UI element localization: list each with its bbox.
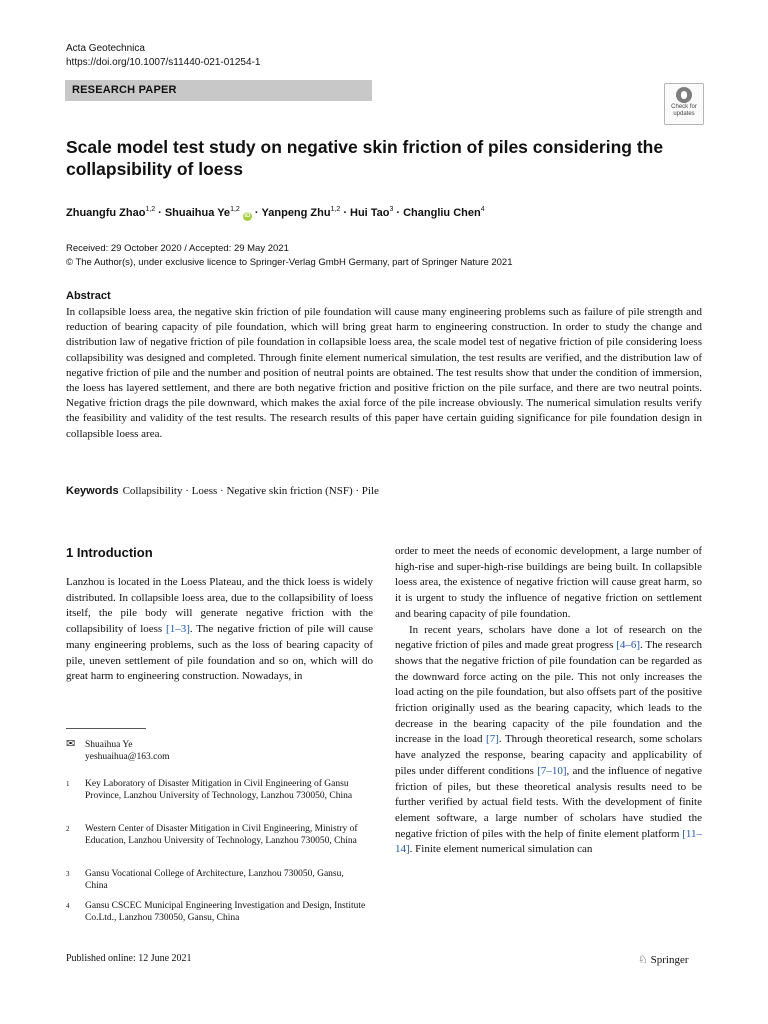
affiliation-3 <box>66 868 366 893</box>
author-name[interactable]: Zhuangfu Zhao <box>66 207 146 219</box>
affiliation-1 <box>66 778 366 803</box>
footnote-divider <box>66 728 146 729</box>
citation-link[interactable]: [1–3] <box>166 623 190 636</box>
springer-horse-icon: ♘ <box>638 954 648 966</box>
citation-link[interactable]: [7–10] <box>537 764 567 777</box>
intro-paragraph <box>66 575 373 685</box>
check-updates-label-2: updates <box>673 111 695 117</box>
affiliation-number: 2 <box>66 825 70 833</box>
intro-right-column <box>395 544 702 858</box>
author-affiliation: 1,2 <box>330 206 341 213</box>
affiliation-text: Key Laboratory of Disaster Mitigation in Civil Engineering of Gansu Province, Lanzhou University of Technology, Lanzhou 730050, China <box>85 779 353 802</box>
author-affiliation: 1,2 <box>145 206 156 213</box>
orcid-icon[interactable]: iD <box>244 213 251 219</box>
author-list: Zhuangfu Zhao$^{1,2}$ · Shuaihua Ye$^{1,2}$ iD · Yanpeng Zhu$^{1,2}$ · Hui Tao$^3$ · Changliu Chen$^4$ <box>66 206 485 219</box>
affiliation-2 <box>66 823 366 848</box>
affiliation-text: Gansu CSCEC Municipal Engineering Investigation and Design, Institute Co.Ltd., Lanzhou 730050, Gansu, China <box>85 901 366 924</box>
keywords-list: Collapsibility · Loess · Negative skin friction (NSF) · Pile <box>122 485 379 497</box>
paragraph-text: , and the influence of negative friction of piles, but these theoretical analysis results need to be further verified by actual field tests. With the development of finite element software, a large number of scholars have studied the negative friction of piles with the help of finite element platform <box>395 764 702 840</box>
publisher-name: Springer <box>650 954 689 966</box>
author-affiliation: 3 <box>389 206 394 213</box>
abstract-text: In collapsible loess area, the negative skin friction of pile foundation will cause many engineering problems such as failure of pile strength and reduction of bearing capacity of pile foundation, which will bring great harm to engineering construction. In order to study the change and distribution law of negative friction of pile foundation in collapsible loess area, the scale model test of negative friction of pile considering loess collapsibility was designed and completed. Through finite element numerical simulation, the test results are verified, and the distribution law of negative friction of pile and the number and position of neutral points are obtained. The test results show that under the condition of immersion, the loess has layered settlement, and there are both negative friction and positive friction on the pile surface, and there are two neutral points. Negative friction drags the pile downward, which makes the axial force of the pile increase obviously. The numerical simulation results verify the feasibility and validity of the test results. The research results of this paper have certain guiding significance for pile foundation design in collapsible loess area. <box>66 306 702 440</box>
article-title: Scale model test study on negative skin friction of piles considering the collapsibility of loess <box>66 137 664 179</box>
citation-link[interactable]: [11–14] <box>395 827 702 856</box>
affiliation-number: 4 <box>66 902 70 910</box>
affiliation-4 <box>66 900 366 925</box>
corresponding-author-email[interactable]: yeshuaihua@163.com <box>85 752 170 763</box>
affiliation-number: 3 <box>66 870 70 878</box>
affiliation-number: 1 <box>66 780 70 788</box>
author-name[interactable]: Yanpeng Zhu <box>261 207 331 219</box>
intro-left-column <box>66 575 373 685</box>
copyright-notice: © The Author(s), under exclusive licence to Springer-Verlag GmbH Germany, part of Springer Nature 2021 <box>66 257 513 268</box>
check-updates-icon <box>676 87 692 103</box>
received-accepted-dates: Received: 29 October 2020 / Accepted: 29 May 2021 <box>66 243 289 254</box>
paragraph-text: In recent years, scholars have done a lot of research on the negative friction of piles and made great progress <box>395 623 702 652</box>
journal-name: Acta Geotechnica <box>66 43 145 54</box>
paragraph-text: . Finite element numerical simulation can <box>409 843 593 856</box>
corresponding-author-name: Shuaihua Ye <box>85 740 133 750</box>
affiliation-text: Western Center of Disaster Mitigation in Civil Engineering, Ministry of Education, Lanzhou University of Technology, Lanzhou 730050, China <box>85 824 358 847</box>
published-online-date: Published online: 12 June 2021 <box>66 953 192 964</box>
check-updates-label-1: Check for <box>671 104 697 110</box>
intro-paragraph <box>395 623 702 859</box>
author-name[interactable]: Shuaihua Ye <box>164 207 231 219</box>
abstract-heading: Abstract <box>66 290 111 302</box>
section-heading-introduction: 1 Introduction <box>66 545 153 560</box>
paragraph-text: . The negative friction of pile will cause many engineering problems, such as the loss of bearing capacity of pile, uneven settlement of pile foundation and so on, which will do great harm to engineering construction. Nowadays, in <box>66 623 373 683</box>
paragraph-text: . The research shows that the negative friction of pile foundation can be regarded as the downward force acting on the pile. This not only increases the load acting on the pile foundation, but also offsets part of the positive friction originally used as the bearing capacity, which leads to the decrease in the bearing capacity of the pile foundation and the increase in the load <box>395 639 702 746</box>
author-name[interactable]: Changliu Chen <box>403 207 481 219</box>
keywords-label: Keywords <box>66 485 119 497</box>
check-for-updates-button[interactable] <box>664 83 704 125</box>
author-name[interactable]: Hui Tao <box>350 207 390 219</box>
keywords <box>66 485 706 497</box>
doi-link[interactable]: https://doi.org/10.1007/s11440-021-01254-1 <box>66 57 261 68</box>
paragraph-text: Lanzhou is located in the Loess Plateau, and the thick loess is widely distributed. In collapsible loess area, due to the collapsibility of loess itself, the pile body will generate negative friction with the collapsibility of loess <box>66 576 373 636</box>
publisher-logo <box>638 953 689 966</box>
intro-paragraph: order to meet the needs of economic development, a large number of high-rise and super-high-rise buildings are being built. In collapsible loess area, the existence of negative friction will cause great harm, so it is urgent to study the influence of negative friction on settlement and bearing capacity of pile foundation. <box>395 545 702 620</box>
section-badge: RESEARCH PAPER <box>65 80 372 101</box>
citation-link[interactable]: [4–6] <box>616 639 641 652</box>
author-affiliation: 1,2 <box>230 206 240 213</box>
author-affiliation: 4 <box>480 206 485 213</box>
paragraph-text: . Through theoretical research, some scholars have analyzed the response, bearing capacity and applicability of piles under different conditions <box>395 733 702 777</box>
citation-link[interactable]: [7] <box>486 733 499 746</box>
correspondence <box>66 739 373 764</box>
affiliation-text: Gansu Vocational College of Architecture, Lanzhou 730050, Gansu, China <box>85 869 344 892</box>
envelope-icon: ✉ <box>66 738 76 750</box>
